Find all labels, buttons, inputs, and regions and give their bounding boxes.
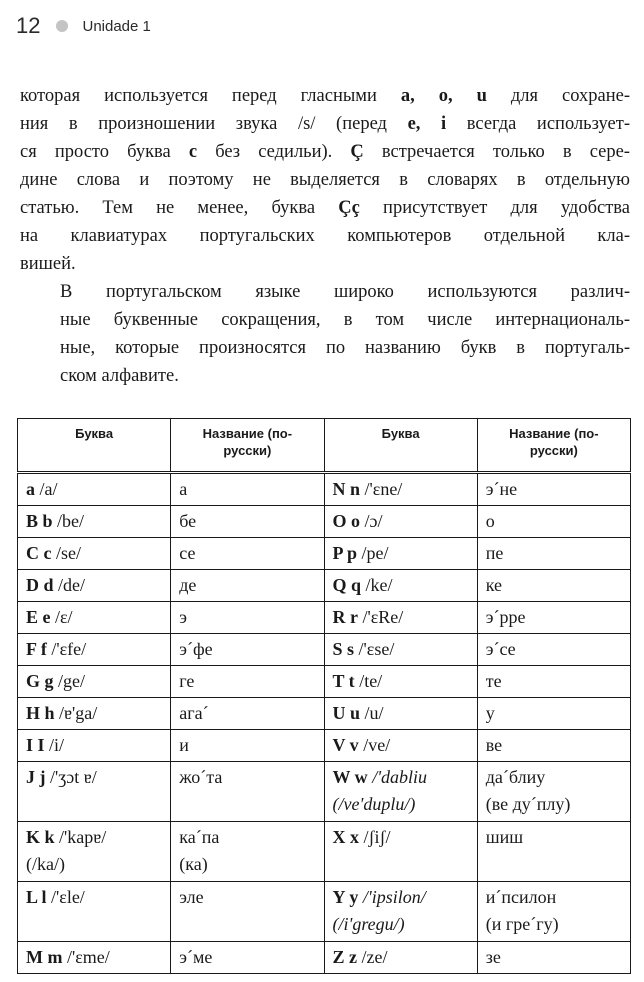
table-row (18, 634, 631, 666)
letter-cell (18, 882, 171, 942)
paragraph-line (20, 306, 630, 334)
table-row (18, 822, 631, 882)
name-cell (171, 942, 324, 974)
letter-glyph: Y y (332, 887, 359, 907)
russian-name: пе (485, 543, 504, 563)
letter-glyph: W w (332, 767, 368, 787)
text-run: ском алфавите. (60, 366, 179, 386)
letter-cell (324, 473, 477, 506)
header-name-1: Название (по-русски) (171, 419, 324, 473)
russian-name: (и гре´гу) (485, 914, 559, 934)
letter-cell (18, 473, 171, 506)
letter-transcription: /'dabliu (367, 767, 428, 787)
letter-line (26, 824, 162, 851)
letter-transcription: /ɔ/ (360, 511, 383, 531)
letter-transcription: /ve/ (358, 735, 391, 755)
letter-glyph: X x (332, 827, 359, 847)
russian-name: о (485, 511, 495, 531)
letter-line (26, 700, 162, 727)
paragraph-line (20, 82, 630, 110)
letter-glyph: K k (26, 827, 55, 847)
russian-name: шиш (485, 827, 524, 847)
bold-text: Ç (350, 142, 364, 162)
letter-cell (18, 762, 171, 822)
letter-glyph: I I (26, 735, 45, 755)
letter-transcription: /ʃiʃ/ (359, 827, 391, 847)
table-row (18, 882, 631, 942)
russian-name: э´не (485, 479, 518, 499)
text-run: всегда использует- (446, 114, 630, 134)
letter-line (26, 884, 162, 911)
text-run: статью. Тем не менее, буква (20, 198, 339, 218)
russian-name: да´блиу (485, 767, 546, 787)
paragraph-line (20, 334, 630, 362)
letter-line (333, 764, 469, 791)
table-row (18, 698, 631, 730)
letter-line (26, 764, 162, 791)
page-number: 12 (16, 13, 41, 38)
table-row (18, 730, 631, 762)
letter-cell (324, 506, 477, 538)
russian-name: э´ме (179, 947, 213, 967)
letter-line (26, 540, 162, 567)
letter-transcription: /ke/ (361, 575, 393, 595)
text-run: встречается только в сере- (363, 142, 630, 162)
letter-glyph: D d (26, 575, 54, 595)
name-cell (477, 730, 630, 762)
letter-glyph: N n (332, 479, 361, 499)
russian-name: те (485, 671, 502, 691)
letter-line (333, 824, 469, 851)
text-run: которая используется перед гласными (20, 86, 401, 106)
letter-cell (18, 634, 171, 666)
letter-transcription-alt: (/ka/) (26, 854, 65, 874)
letter-cell (18, 730, 171, 762)
name-cell (171, 602, 324, 634)
letter-glyph: M m (26, 947, 63, 967)
russian-name: бе (179, 511, 197, 531)
letter-transcription: /'ʒɔt ɐ/ (45, 767, 97, 787)
letter-transcription: /ze/ (357, 947, 388, 967)
paragraph-line (20, 194, 630, 222)
header-letter-2: Буква (324, 419, 477, 473)
name-cell (477, 698, 630, 730)
letter-line (333, 572, 469, 599)
letter-glyph: F f (26, 639, 47, 659)
text-run: без седильи). (197, 142, 351, 162)
letter-cell (324, 942, 477, 974)
letter-line (333, 700, 469, 727)
text-run: ные, которые произносятся по названию букв в португаль- (60, 338, 630, 358)
letter-cell (324, 730, 477, 762)
letter-transcription: /'ɛle/ (46, 887, 85, 907)
letter-glyph: C c (26, 543, 52, 563)
letter-transcription: /u/ (360, 703, 384, 723)
letter-line (26, 944, 162, 971)
russian-name: зе (485, 947, 501, 967)
alphabet-table (17, 418, 631, 974)
paragraph-line (20, 166, 630, 194)
russian-name: ке (485, 575, 503, 595)
text-run: для сохране- (486, 86, 631, 106)
letter-cell (324, 666, 477, 698)
table-header-row (18, 419, 631, 473)
letter-glyph: E e (26, 607, 51, 627)
letter-line (333, 636, 469, 663)
letter-transcription: /te/ (354, 671, 383, 691)
header-name-2: Название (по-русски) (477, 419, 630, 473)
name-cell (171, 506, 324, 538)
letter-cell (18, 822, 171, 882)
bold-text: a, o, u (400, 86, 487, 106)
letter-cell (324, 762, 477, 822)
name-cell (477, 942, 630, 974)
russian-name: а (179, 479, 188, 499)
paragraph-line (20, 278, 630, 306)
table-row (18, 570, 631, 602)
table-row (18, 762, 631, 822)
name-cell (477, 538, 630, 570)
body-text (20, 82, 630, 390)
russian-name: э´рре (485, 607, 526, 627)
name-cell (171, 882, 324, 942)
letter-transcription: /be/ (52, 511, 85, 531)
letter-cell (18, 538, 171, 570)
table-body (18, 473, 631, 974)
letter-line (26, 508, 162, 535)
table-row (18, 473, 631, 506)
name-cell (477, 882, 630, 942)
paragraph-line (20, 222, 630, 250)
letter-cell (324, 570, 477, 602)
letter-glyph: U u (332, 703, 361, 723)
letter-glyph: O o (332, 511, 361, 531)
letter-glyph: H h (26, 703, 55, 723)
russian-name: (ка) (179, 854, 208, 874)
russian-name: и´псилон (485, 887, 557, 907)
letter-transcription: /'ɛme/ (62, 947, 110, 967)
name-cell (171, 538, 324, 570)
table-row (18, 602, 631, 634)
letter-transcription: /ɐ'ga/ (54, 703, 98, 723)
letter-line (26, 476, 162, 503)
letter-transcription: /pe/ (357, 543, 389, 563)
russian-name: и (179, 735, 189, 755)
letter-line (333, 476, 469, 503)
letter-transcription: /se/ (51, 543, 81, 563)
paragraph (20, 278, 630, 390)
russian-name: ге (179, 671, 195, 691)
russian-name: э´се (485, 639, 516, 659)
text-run: ные буквенные сокращения, в том числе интернациональ- (60, 310, 630, 330)
russian-name: ага´ (179, 703, 209, 723)
letter-cell (324, 634, 477, 666)
paragraph (20, 82, 630, 278)
letter-cell (324, 602, 477, 634)
letter-cell (324, 822, 477, 882)
letter-line (333, 668, 469, 695)
name-cell (477, 473, 630, 506)
bold-text: Çç (338, 198, 360, 218)
letter-cell (18, 666, 171, 698)
name-cell (171, 730, 324, 762)
name-cell (477, 666, 630, 698)
letter-glyph: B b (26, 511, 53, 531)
name-cell (171, 473, 324, 506)
text-run: на клавиатурах португальских компьютеров отдельной кла- (20, 226, 630, 246)
name-cell (477, 822, 630, 882)
letter-glyph: Z z (332, 947, 357, 967)
letter-transcription-alt: (/i'gregu/) (332, 914, 405, 934)
name-cell (477, 570, 630, 602)
name-cell (171, 762, 324, 822)
russian-name: э´фе (179, 639, 213, 659)
bold-text: e, i (407, 114, 447, 134)
russian-name: э (179, 607, 187, 627)
text-run: В португальском языке широко используются различ- (60, 282, 630, 302)
table-row (18, 538, 631, 570)
letter-line (333, 884, 469, 911)
russian-name: жо´та (179, 767, 223, 787)
page-header (16, 8, 151, 44)
letter-cell (324, 538, 477, 570)
letter-line (333, 732, 469, 759)
name-cell (171, 698, 324, 730)
russian-name: эле (179, 887, 204, 907)
letter-cell (18, 570, 171, 602)
letter-glyph: a (26, 479, 35, 499)
header-dot-icon (56, 20, 68, 32)
name-cell (171, 634, 324, 666)
name-cell (477, 762, 630, 822)
letter-transcription: /'ipsilon/ (358, 887, 426, 907)
letter-cell (324, 882, 477, 942)
name-cell (171, 570, 324, 602)
russian-name: ка´па (179, 827, 220, 847)
letter-line (26, 604, 162, 631)
letter-glyph: V v (332, 735, 359, 755)
russian-name: де (179, 575, 197, 595)
text-run: ния в произношении звука /s/ (перед (20, 114, 408, 134)
unit-title: Unidade 1 (82, 17, 151, 35)
table-row (18, 506, 631, 538)
letter-line (26, 668, 162, 695)
letter-cell (18, 942, 171, 974)
text-run: ся просто буква (20, 142, 189, 162)
table-row (18, 942, 631, 974)
paragraph-line (20, 110, 630, 138)
letter-transcription: /de/ (53, 575, 86, 595)
name-cell (171, 822, 324, 882)
paragraph-line (20, 138, 630, 166)
bold-text: c (188, 142, 198, 162)
letter-glyph: R r (332, 607, 358, 627)
russian-name: ве (485, 735, 503, 755)
letter-glyph: T t (332, 671, 355, 691)
letter-transcription: /'ɛRe/ (358, 607, 404, 627)
russian-name: (ве ду´плу) (485, 794, 571, 814)
letter-line (26, 636, 162, 663)
letter-cell (18, 506, 171, 538)
letter-cell (18, 698, 171, 730)
letter-cell (18, 602, 171, 634)
letter-glyph: P p (332, 543, 358, 563)
letter-transcription-alt: (/ve'duplu/) (332, 794, 416, 814)
name-cell (477, 634, 630, 666)
letter-glyph: G g (26, 671, 54, 691)
letter-line (333, 508, 469, 535)
letter-transcription: /'ɛse/ (354, 639, 395, 659)
paragraph-line (20, 250, 630, 278)
letter-transcription: /a/ (35, 479, 58, 499)
letter-line (333, 540, 469, 567)
name-cell (477, 506, 630, 538)
letter-transcription: /ge/ (53, 671, 86, 691)
text-run: вишей. (20, 254, 76, 274)
letter-cell (324, 698, 477, 730)
letter-transcription: /'ɛfe/ (46, 639, 87, 659)
letter-line (26, 572, 162, 599)
letter-transcription: /ɛ/ (50, 607, 73, 627)
text-run: присутствует для удобства (359, 198, 630, 218)
letter-glyph: J j (26, 767, 46, 787)
letter-transcription: /'kapɐ/ (54, 827, 107, 847)
letter-line (333, 604, 469, 631)
letter-glyph: L l (26, 887, 47, 907)
name-cell (477, 602, 630, 634)
text-run: дине слова и поэтому не выделяется в словарях в отдельную (20, 170, 630, 190)
letter-glyph: S s (332, 639, 355, 659)
russian-name: се (179, 543, 196, 563)
name-cell (171, 666, 324, 698)
header-letter-1: Буква (18, 419, 171, 473)
letter-line (26, 732, 162, 759)
letter-transcription: /i/ (44, 735, 65, 755)
russian-name: у (485, 703, 495, 723)
table-row (18, 666, 631, 698)
letter-glyph: Q q (332, 575, 362, 595)
letter-transcription: /'ɛne/ (360, 479, 403, 499)
paragraph-line (20, 362, 630, 390)
letter-line (333, 944, 469, 971)
